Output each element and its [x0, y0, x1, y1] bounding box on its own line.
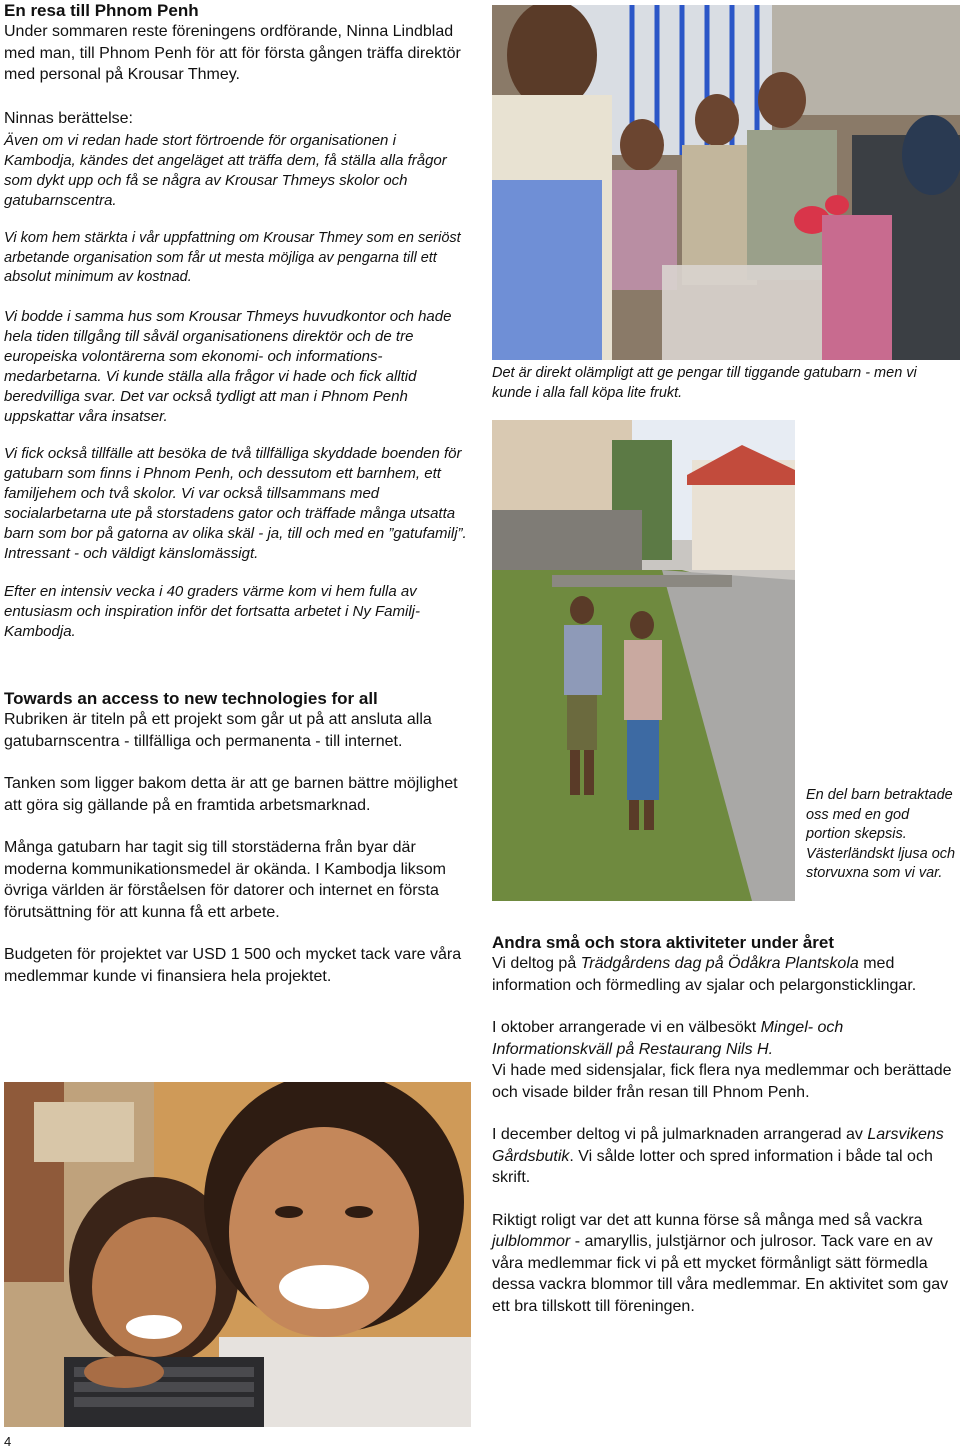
tech-paragraph-1: Rubriken är titeln på ett projekt som går ut på att ansluta alla gatubarnscentra - tillfälliga och permanenta - till internet. — [4, 711, 432, 750]
activities-paragraph-1 — [492, 953, 954, 996]
activities-p1-text-b: med information och förmedling av sjalar och pelargonsticklingar. — [492, 955, 917, 994]
activities-paragraph-2 — [492, 1017, 954, 1103]
activities-p4-text-a: Riktigt roligt var det att kunna förse så många med så vackra — [492, 1211, 923, 1229]
page-number: 4 — [4, 1434, 12, 1449]
heading-technology: Towards an access to new technologies for all — [4, 689, 378, 708]
activities-paragraph-4 — [492, 1210, 954, 1318]
caption-photo-street — [806, 786, 956, 884]
activities-p2-text-a: I oktober arrangerade vi en välbesökt — [492, 1019, 761, 1036]
article-activities — [492, 932, 954, 1317]
activities-p2-text-b: Vi hade med sidensjalar, fick flera nya medlemmar och berättade och visade bilder från resan till Phnom Penh. — [492, 1062, 952, 1101]
photo-street-children — [492, 420, 795, 901]
activities-p3-emphasis: Larsvikens Gårdsbutik — [492, 1126, 944, 1165]
story-paragraph-1: Även om vi redan hade stort förtroende för organisationen i Kambodja, kändes det angeläget att träffa dem, få ställa alla frågor som dykt upp och få se några av Krousar Thmeys skolor och gatubarnscentra. — [4, 131, 447, 209]
photo-laughing-girls — [4, 1082, 471, 1427]
article-technology — [4, 688, 472, 987]
caption-photo-fruit: Det är direkt olämpligt att ge pengar till tiggande gatubarn - men vi kunde i alla fall köpa lite frukt. — [492, 365, 917, 401]
activities-p1-text-a: Vi deltog på — [492, 955, 581, 972]
story-label: Ninnas berättelse: — [4, 110, 133, 127]
story-paragraph-5: Efter en intensiv vecka i 40 graders värme kom vi hem fulla av entusiasm och inspiration inför det fortsatta arbetet i Ny Familj-Kambodja. — [4, 583, 421, 640]
activities-p4-text-b: - amaryllis, julstjärnor och julrosor. Tack vare en av våra medlemmar fick vi på ett mycket förmånligt sätt förmedla dessa vackra blommor till våra medlemmar. En aktivitet som gav ett bra tillskott till föreningen. — [492, 1233, 949, 1315]
activities-p2-emphasis: Mingel- och Informationskväll på Restaurang Nils H. — [492, 1019, 844, 1058]
caption-photo-street-text: En del barn betraktade oss med en god portion skepsis. Västerländskt ljusa och storvuxna som vi var. — [806, 787, 956, 881]
story-paragraph-3: Vi bodde i samma hus som Krousar Thmeys huvudkontor och hade hela tiden tillgång till såväl organisationens direktör och de tre europeiska volontärerna som ekonomi- och informations-medarbetarna. Vi kunde ställa alla frågor vi hade och fick alltid beredvilliga svar. Det var också tydligt att man i Phnom Penh uppskattar våra insatser. — [4, 308, 452, 425]
story-paragraph-2: Vi kom hem stärkta i vår uppfattning om Krousar Thmey som en seriöst arbetande organisation som får ut mesta möjliga av pengarna till ett absolut minimum av kostnad. — [4, 230, 461, 285]
tech-paragraph-3: Många gatubarn har tagit sig till storstäderna från byar där moderna kommunikationsmedel är okända. I Kambodja liksom övriga världen är förståelsen för datorer och internet en första förutsättning för att kunna få ett arbete. — [4, 839, 446, 921]
story-paragraph-4: Vi fick också tillfälle att besöka de två tillfälliga skyddade boenden för gatubarn som finns i Phnom Penh, och dessutom ett barnhem, ett familjehem och två skolor. Vi var också tillsammans med socialarbetarna ute på storstadens gator och träffade många utsatta barn som bor på gatorna av olika skäl - ja, till och med en ”gatufamilj”. Intressant - och väldigt känslomässigt. — [4, 445, 467, 562]
heading-trip: En resa till Phnom Penh — [4, 1, 199, 20]
activities-p3-text-a: I december deltog vi på julmarknaden arrangerad av — [492, 1126, 868, 1143]
tech-paragraph-2: Tanken som ligger bakom detta är att ge barnen bättre möjlighet att göra sig gällande på en framtida arbetsmarknad. — [4, 775, 458, 814]
intro-text: Under sommaren reste föreningens ordförande, Ninna Lindblad med man, till Phnom Penh för att för första gången träffa direktör med personal på Krousar Thmey. — [4, 23, 461, 83]
article-trip — [4, 0, 474, 86]
photo-children-fruit — [492, 5, 960, 360]
activities-p4-emphasis: julblommor — [492, 1233, 571, 1250]
tech-paragraph-4: Budgeten för projektet var USD 1 500 och mycket tack vare våra medlemmar kunde vi finansiera hela projektet. — [4, 946, 462, 985]
activities-paragraph-3 — [492, 1124, 954, 1189]
activities-p1-emphasis: Trädgårdens dag på Ödåkra Plantskola — [580, 955, 859, 972]
story-block — [4, 108, 466, 211]
activities-p3-text-b: . Vi sålde lotter och spred information i både tal och skrift. — [492, 1147, 933, 1186]
heading-activities: Andra små och stora aktiviteter under året — [492, 933, 835, 952]
